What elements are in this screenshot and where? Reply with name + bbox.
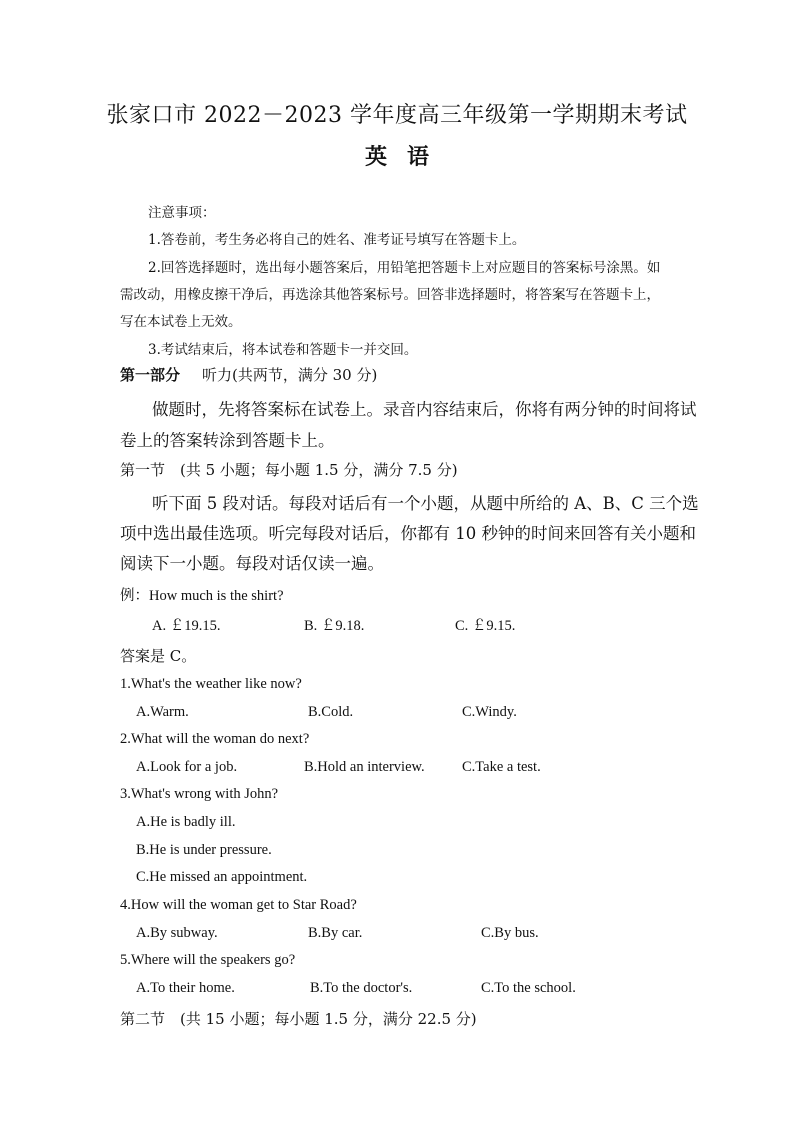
example-option-b: B. ￡9.18. <box>304 618 365 634</box>
question-1: 1.What's the weather like now? <box>120 676 302 692</box>
section2-heading: 第二节 (共 15 小题；每小题 1.5 分，满分 22.5 分) <box>120 1010 477 1028</box>
question-4: 4.How will the woman get to Star Road? <box>120 897 357 913</box>
notice-item-2-line-3: 写在本试卷上无效。 <box>120 314 242 330</box>
question-4-option-a: A.By subway. <box>136 925 218 941</box>
notice-item-2-line-2: 需改动，用橡皮擦干净后，再选涂其他答案标号。回答非选择题时，将答案写在答题卡上， <box>120 287 660 303</box>
subject-title <box>0 140 794 171</box>
question-2-option-a: A.Look for a job. <box>136 759 238 775</box>
question-1-option-c: C.Windy. <box>462 704 517 720</box>
question-5-option-c: C.To the school. <box>481 980 576 996</box>
example-question: 例：How much is the shirt? <box>120 588 284 604</box>
example-option-c: C. ￡9.15. <box>455 618 516 634</box>
section1-intro-line-1: 听下面 5 段对话。每段对话后有一个小题，从题中所给的 A、B、C 三个选 <box>152 494 699 513</box>
part1-intro-line-1: 做题时，先将答案标在试卷上。录音内容结束后，你将有两分钟的时间将试 <box>152 400 697 419</box>
subject-char-2: 语 <box>407 144 430 170</box>
question-5-option-b: B.To the doctor's. <box>310 980 413 996</box>
question-2: 2.What will the woman do next? <box>120 731 310 747</box>
notice-item-3: 3.考试结束后，将本试卷和答题卡一并交回。 <box>148 342 418 358</box>
notice-heading: 注意事项： <box>148 205 216 221</box>
question-5-option-a: A.To their home. <box>136 980 235 996</box>
question-5: 5.Where will the speakers go? <box>120 952 296 968</box>
question-4-option-b: B.By car. <box>308 925 363 941</box>
exam-title: 张家口市 2022－2023 学年度高三年级第一学期期末考试 <box>106 103 688 128</box>
section1-intro-line-3: 阅读下一小题。每段对话仅读一遍。 <box>120 554 384 573</box>
question-2-option-b: B.Hold an interview. <box>304 759 425 775</box>
section1-heading: 第一节 (共 5 小题；每小题 1.5 分，满分 7.5 分) <box>120 461 458 479</box>
question-3-option-c: C.He missed an appointment. <box>136 869 308 885</box>
question-3: 3.What's wrong with John? <box>120 786 279 802</box>
subject-char-1: 英 <box>364 144 407 170</box>
example-option-a: A. ￡19.15. <box>152 618 221 634</box>
question-1-option-a: A.Warm. <box>136 704 189 720</box>
part1-heading-label: 第一部分 <box>120 366 181 384</box>
notice-item-2-line-1: 2.回答选择题时，选出每小题答案后，用铅笔把答题卡上对应题目的答案标号涂黑。如 <box>148 260 661 276</box>
question-3-option-a: A.He is badly ill. <box>136 814 236 830</box>
part1-intro-line-2: 卷上的答案转涂到答题卡上。 <box>120 431 335 450</box>
part1-heading-text: 听力(共两节，满分 30 分) <box>202 366 378 384</box>
notice-item-1: 1.答卷前，考生务必将自己的姓名、准考证号填写在答题卡上。 <box>148 232 526 248</box>
example-answer: 答案是 C。 <box>120 647 197 665</box>
question-4-option-c: C.By bus. <box>481 925 539 941</box>
section1-intro-line-2: 项中选出最佳选项。听完每段对话后，你都有 10 秒钟的时间来回答有关小题和 <box>120 524 696 543</box>
question-2-option-c: C.Take a test. <box>462 759 541 775</box>
question-1-option-b: B.Cold. <box>308 704 354 720</box>
question-3-option-b: B.He is under pressure. <box>136 842 272 858</box>
